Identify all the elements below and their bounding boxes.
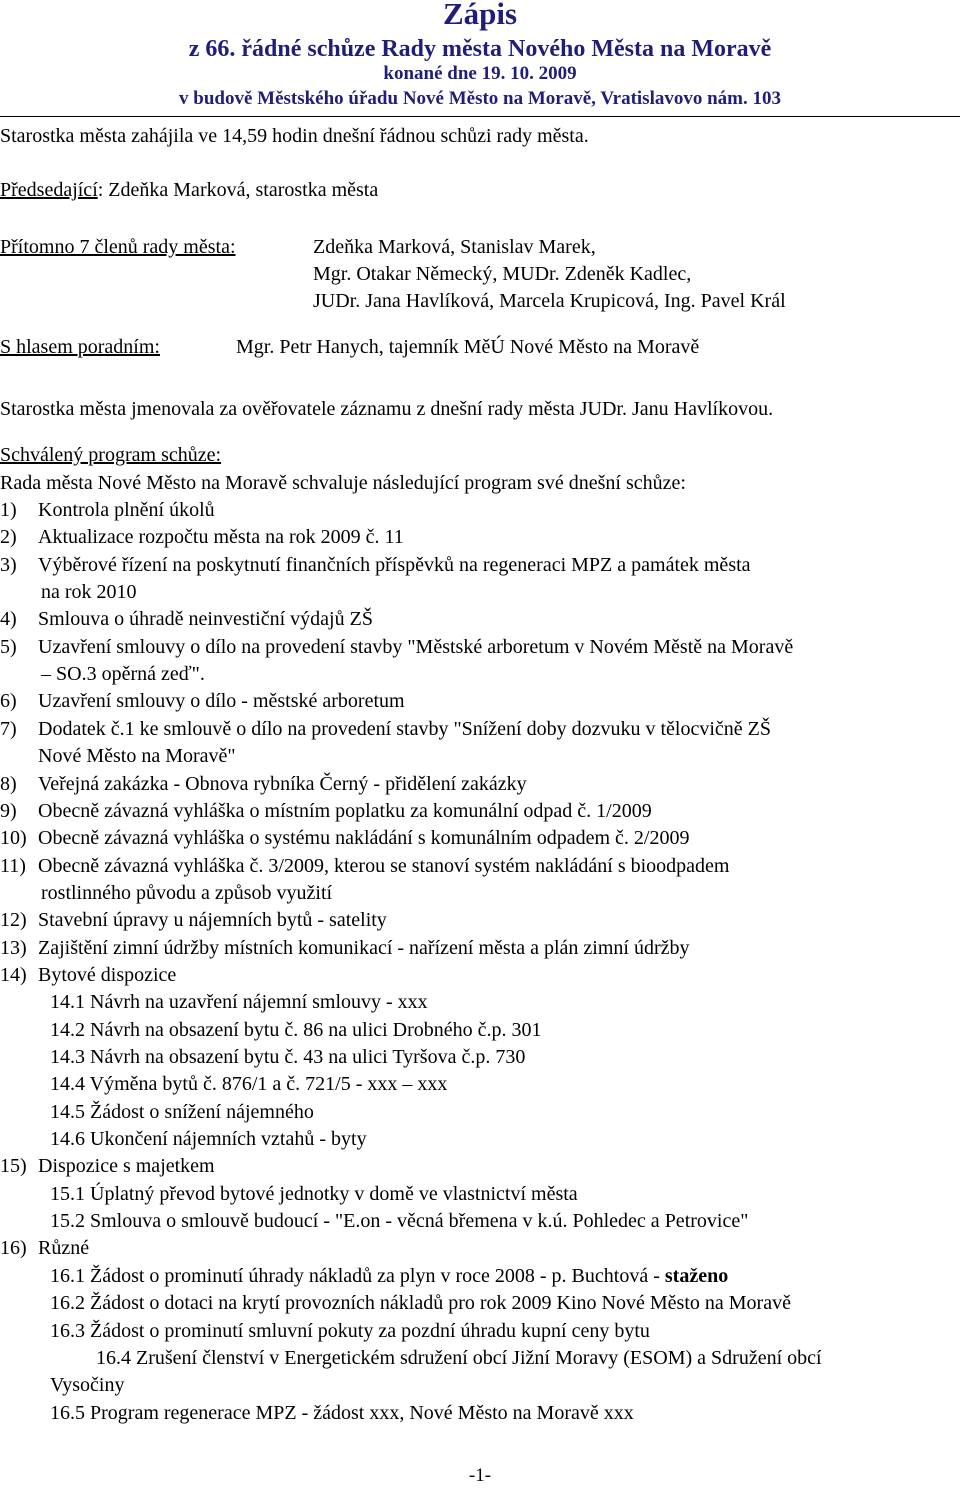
program-item xyxy=(38,826,689,850)
program-subitem xyxy=(50,990,428,1014)
verifier-statement: Starostka města jmenovala za ověřovatele záznamu z dnešní rady města JUDr. Janu Havlíkovou. xyxy=(0,398,774,420)
chair-line xyxy=(0,178,378,202)
program-intro: Rada města Nové Město na Moravě schvaluje následující program své dnešní schůze: xyxy=(0,472,686,494)
program-item-text: Dispozice s majetkem xyxy=(38,1155,215,1178)
chair-value: : Zdeňka Marková, starostka města xyxy=(97,179,379,201)
program-item xyxy=(38,908,387,932)
program-item-text: 16.1 Žádost o prominutí úhrady nákladů za plyn v roce 2008 - p. Buchtová - xyxy=(50,1264,665,1287)
program-item-text: Výběrové řízení na poskytnutí finančních příspěvků na regeneraci MPZ a památek města xyxy=(38,553,751,576)
program-item-number: 1) xyxy=(0,499,17,521)
program-item-number: 15) xyxy=(0,1155,27,1178)
program-item-number: 12) xyxy=(0,909,27,932)
program-item-text: 14.4 Výměna bytů č. 876/1 a č. 721/5 - xxx – xxx xyxy=(50,1073,448,1096)
program-item-text: Obecně závazná vyhláška o systému nakládání s komunálním odpadem č. 2/2009 xyxy=(38,827,690,850)
program-item-text: 15.2 Smlouva o smlouvě budoucí - "E.on - věcná břemena v k.ú. Pohledec a Petrovice" xyxy=(50,1210,749,1233)
program-item xyxy=(38,635,793,659)
program-subitem xyxy=(50,1045,525,1069)
program-item-number: 14) xyxy=(0,963,27,986)
program-item-text: 15.1 Úplatný převod bytové jednotky v domě ve vlastnictví města xyxy=(50,1182,578,1205)
document-title: Zápis xyxy=(442,0,518,31)
program-item xyxy=(38,717,771,741)
program-subitem xyxy=(50,1319,650,1343)
program-item xyxy=(38,936,689,960)
program-item-text: Obecně závazná vyhláška č. 3/2009, kterou se stanoví systém nakládání s bioodpadem xyxy=(38,854,730,877)
present-member-line: JUDr. Jana Havlíková, Marcela Krupicová, Ing. Pavel Král xyxy=(313,290,786,312)
program-item-number: 2) xyxy=(0,526,17,549)
program-item-number: 4) xyxy=(0,608,17,631)
program-item-text: 14.5 Žádost o snížení nájemného xyxy=(50,1100,314,1123)
program-subitem xyxy=(50,1373,124,1397)
program-item xyxy=(38,772,527,796)
present-label: Přítomno 7 členů rady města: xyxy=(0,236,236,258)
program-item-text: Zajištění zimní údržby místních komunikací - nařízení města a plán zimní údržby xyxy=(38,936,690,959)
program-item xyxy=(38,553,751,577)
program-item-text: Aktualizace rozpočtu města na rok 2009 č. 11 xyxy=(38,526,404,549)
program-item-text: 14.3 Návrh na obsazení bytu č. 43 na ulici Tyršova č.p. 730 xyxy=(50,1046,526,1068)
program-item xyxy=(38,525,404,549)
program-subitem xyxy=(50,1264,728,1288)
program-item-text: Veřejná zakázka - Obnova rybníka Černý - přidělení zakázky xyxy=(38,772,527,795)
program-subitem xyxy=(50,1291,791,1315)
program-item xyxy=(38,689,405,713)
program-item-text: 14.1 Návrh na uzavření nájemní smlouvy - xxx xyxy=(50,991,428,1014)
program-item-number: 8) xyxy=(0,772,17,795)
program-subitem xyxy=(96,1346,822,1370)
program-heading: Schválený program schůze: xyxy=(0,444,222,466)
program-item-text: Různé xyxy=(38,1237,90,1260)
program-item-text: 16.3 Žádost o prominutí smluvní pokuty za pozdní úhradu kupní ceny bytu xyxy=(50,1319,650,1342)
header-rule xyxy=(0,116,960,117)
opening-statement: Starostka města zahájila ve 14,59 hodin dnešní řádnou schůzi rady města. xyxy=(0,125,589,147)
program-item-text: na rok 2010 xyxy=(41,581,137,604)
program-item-number: 16) xyxy=(0,1237,27,1260)
program-subitem xyxy=(50,1100,314,1124)
program-item-text: 16.4 Zrušení členství v Energetickém sdružení obcí Jižní Moravy (ESOM) a Sdružení obcí xyxy=(96,1346,822,1369)
program-item-number: 5) xyxy=(0,635,17,658)
program-item-text: 16.2 Žádost o dotaci na krytí provozních nákladů pro rok 2009 Kino Nové Město na Moravě xyxy=(50,1292,791,1315)
program-item xyxy=(38,799,652,823)
program-item-text: Uzavření smlouvy o dílo na provedení stavby "Městské arboretum v Novém Městě na Moravě xyxy=(38,635,794,658)
program-item-number: 10) xyxy=(0,827,27,850)
program-subitem xyxy=(50,1182,578,1206)
meeting-place: v budově Městského úřadu Nové Město na Moravě, Vratislavovo nám. 103 xyxy=(179,88,781,109)
present-member-line: Mgr. Otakar Německý, MUDr. Zdeněk Kadlec, xyxy=(313,263,692,285)
program-item-text: Bytové dispozice xyxy=(38,963,177,986)
program-item xyxy=(38,854,729,878)
page-number: -1- xyxy=(468,1465,492,1486)
program-item-number: 9) xyxy=(0,799,17,822)
program-item-number: 3) xyxy=(0,553,17,576)
program-subitem xyxy=(50,1127,367,1151)
program-item-text: Obecně závazná vyhláška o místním poplatku za komunální odpad č. 1/2009 xyxy=(38,799,652,822)
document-subtitle: z 66. řádné schůze Rady města Nového Města na Moravě xyxy=(188,36,772,62)
program-item xyxy=(38,498,215,522)
program-item-text: Uzavření smlouvy o dílo - městské arboretum xyxy=(38,690,405,713)
program-item-text: – SO.3 opěrná zeď". xyxy=(41,663,205,686)
program-item-number: 13) xyxy=(0,936,27,959)
advisory-value: Mgr. Petr Hanych, tajemník MěÚ Nové Město na Moravě xyxy=(236,336,700,358)
program-item-number: 11) xyxy=(0,854,26,877)
program-item-number: 7) xyxy=(0,717,17,740)
program-item xyxy=(38,1236,89,1260)
program-subitem xyxy=(38,744,236,768)
program-item-text: 16.5 Program regenerace MPZ - žádost xxx, Nové Město na Moravě xxx xyxy=(50,1401,634,1424)
program-subitem xyxy=(41,662,205,686)
program-item-text: Vysočiny xyxy=(50,1374,125,1397)
program-item xyxy=(38,607,373,631)
program-subitem xyxy=(50,1401,634,1425)
program-item-number: 6) xyxy=(0,690,17,713)
present-member-line: Zdeňka Marková, Stanislav Marek, xyxy=(313,236,596,258)
program-subitem xyxy=(41,580,137,604)
program-subitem xyxy=(50,1072,447,1096)
program-subitem xyxy=(50,1209,748,1233)
meeting-date: konané dne 19. 10. 2009 xyxy=(383,63,577,84)
program-item-text: 14.2 Návrh na obsazení bytu č. 86 na ulici Drobného č.p. 301 xyxy=(50,1018,542,1041)
program-subitem xyxy=(41,881,332,905)
program-item-text: Kontrola plnění úkolů xyxy=(38,499,215,521)
program-item-text: Dodatek č.1 ke smlouvě o dílo na provedení stavby "Snížení doby dozvuku v tělocvičně ZŠ xyxy=(38,717,772,740)
program-item-text: Smlouva o úhradě neinvestiční výdajů ZŠ xyxy=(38,608,373,631)
program-item-text: 14.6 Ukončení nájemních vztahů - byty xyxy=(50,1128,367,1151)
program-item-status: staženo xyxy=(664,1264,729,1287)
advisory-label: S hlasem poradním: xyxy=(0,336,160,358)
program-subitem xyxy=(50,1018,542,1042)
program-item-text: rostlinného původu a způsob využití xyxy=(41,881,333,904)
program-item xyxy=(38,963,176,987)
program-item xyxy=(38,1154,215,1178)
program-item-text: Stavební úpravy u nájemních bytů - satelity xyxy=(38,909,387,932)
program-item-text: Nové Město na Moravě" xyxy=(38,745,236,768)
chair-label: Předsedající xyxy=(0,179,98,201)
